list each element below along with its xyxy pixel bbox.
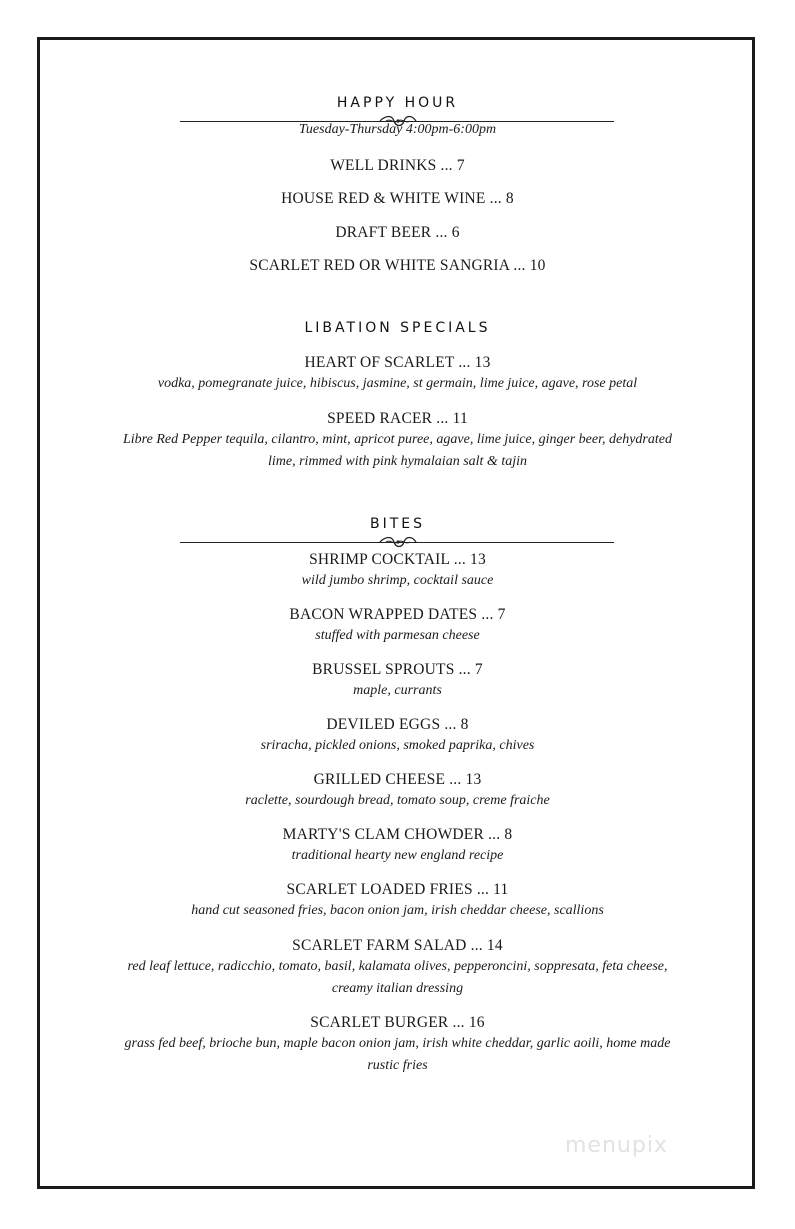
happy-hour-item: SCARLET RED OR WHITE SANGRIA ... 10: [249, 257, 546, 274]
happy-hour-item: WELL DRINKS ... 7: [330, 157, 465, 174]
bite-description: maple, currants: [353, 683, 442, 698]
bite-description: hand cut seasoned fries, bacon onion jam, irish cheddar cheese, scallions: [191, 903, 604, 918]
bite-name: SCARLET FARM SALAD ... 14: [292, 937, 503, 954]
bite-name: MARTY'S CLAM CHOWDER ... 8: [282, 826, 513, 843]
bite-name: GRILLED CHEESE ... 13: [313, 771, 482, 788]
bite-name: SCARLET LOADED FRIES ... 11: [286, 881, 509, 898]
bite-description: grass fed beef, brioche bun, maple bacon onion jam, irish white cheddar, garlic aoili, home made rustic fries: [124, 1036, 671, 1073]
bite-name: SHRIMP COCKTAIL ... 13: [309, 551, 486, 568]
bite-name: DEVILED EGGS ... 8: [326, 716, 469, 733]
flourish-ornament-icon: [378, 534, 418, 550]
libation-description: vodka, pomegranate juice, hibiscus, jasmine, st germain, lime juice, agave, rose petal: [157, 376, 638, 391]
bite-description: wild jumbo shrimp, cocktail sauce: [301, 573, 494, 588]
bites-heading: BITES: [369, 516, 426, 532]
bite-description: stuffed with parmesan cheese: [315, 628, 480, 643]
happy-hour-item: DRAFT BEER ... 6: [335, 224, 460, 241]
bite-description: red leaf lettuce, radicchio, tomato, basil, kalamata olives, pepperoncini, soppresata, feta cheese, creamy italian dressing: [127, 959, 668, 996]
libation-specials-heading: LIBATION SPECIALS: [304, 320, 491, 336]
libation-name: SPEED RACER ... 11: [327, 410, 468, 427]
bite-description: raclette, sourdough bread, tomato soup, creme fraiche: [245, 793, 550, 808]
bite-name: BRUSSEL SPROUTS ... 7: [312, 661, 483, 678]
bite-name: SCARLET BURGER ... 16: [310, 1014, 485, 1031]
bite-description: sriracha, pickled onions, smoked paprika, chives: [260, 738, 535, 753]
libation-description: Libre Red Pepper tequila, cilantro, mint, apricot puree, agave, lime juice, ginger beer, dehydrated lime, rimmed with pink hymalaian salt & tajin: [123, 432, 672, 469]
watermark-logo: menupix: [565, 1133, 668, 1158]
happy-hour-schedule: Tuesday-Thursday 4:00pm-6:00pm: [298, 122, 497, 137]
bite-name: BACON WRAPPED DATES ... 7: [289, 606, 506, 623]
bite-description: traditional hearty new england recipe: [291, 848, 504, 863]
happy-hour-item: HOUSE RED & WHITE WINE ... 8: [281, 190, 514, 207]
happy-hour-heading: HAPPY HOUR: [336, 95, 459, 111]
libation-name: HEART OF SCARLET ... 13: [304, 354, 491, 371]
